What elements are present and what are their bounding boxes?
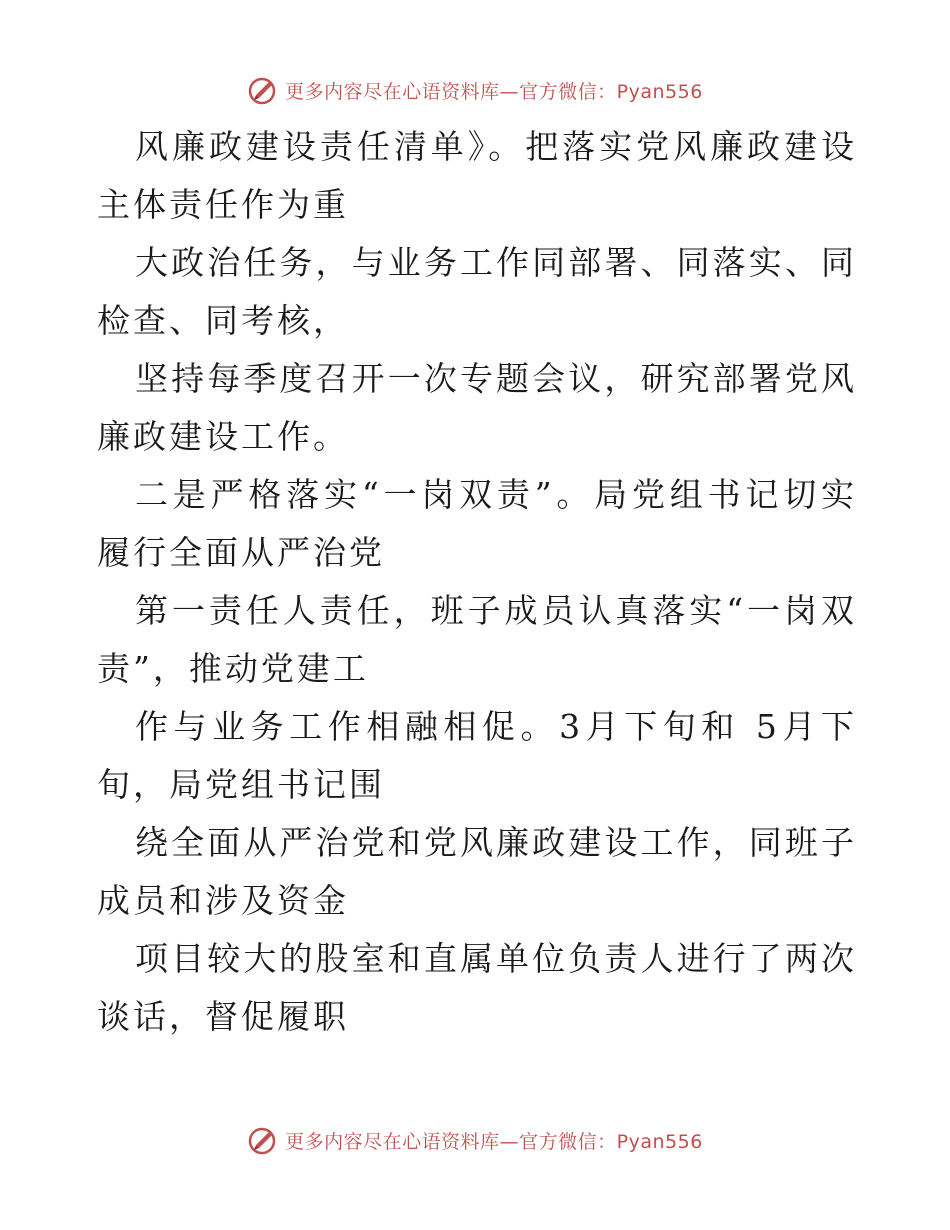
paragraph: 坚持每季度召开一次专题会议，研究部署党风廉政建设工作。 [97,359,857,456]
paragraph: 绕全面从严治党和党风廉政建设工作，同班子成员和涉及资金 [97,823,857,920]
footer-banner-text: 更多内容尽在心语资料库—官方微信：Pyan556 [285,1130,703,1153]
header-banner-text: 更多内容尽在心语资料库—官方微信：Pyan556 [285,80,703,103]
paragraph: 风廉政建设责任清单》。把落实党风廉政建设主体责任作为重 [97,127,857,224]
pen-circle-icon [247,1124,279,1156]
paragraph: 第一责任人责任，班子成员认真落实“一岗双责”，推动党建工 [97,591,857,688]
paragraph: 作与业务工作相融相促。3月下旬和 5月下旬，局党组书记围 [97,707,857,804]
pen-circle-icon [247,74,279,106]
footer-banner [0,1120,950,1160]
document-body [97,118,857,1046]
paragraph: 大政治任务，与业务工作同部署、同落实、同检查、同考核， [97,243,857,340]
paragraph: 二是严格落实“一岗双责”。局党组书记切实履行全面从严治党 [97,475,857,572]
paragraph: 项目较大的股室和直属单位负责人进行了两次谈话，督促履职 [97,939,857,1036]
header-banner [0,70,950,110]
